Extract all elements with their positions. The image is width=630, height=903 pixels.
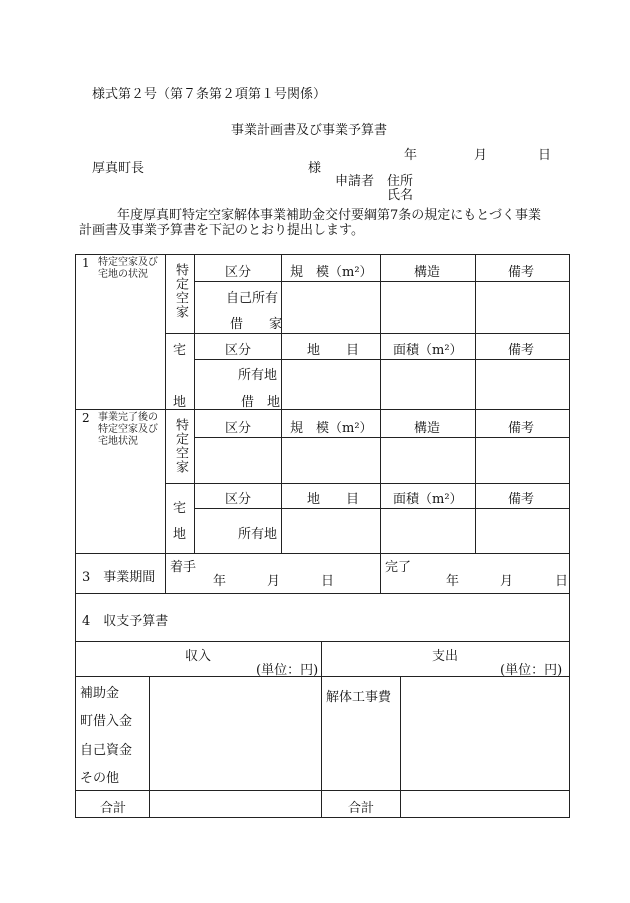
- end-day: 日: [555, 574, 569, 589]
- honorific: 様: [308, 161, 322, 176]
- body-paragraph: 年度厚真町特定空家解体事業補助金交付要綱第7条の規定にもとづく事業計画書及事業予算書を下記のとおり提出します。: [79, 208, 542, 238]
- s2-land-row-own: 所有地: [238, 527, 278, 542]
- s2-land-label-top: 宅: [173, 501, 187, 516]
- s2-house-header-kubun: 区分: [225, 421, 252, 436]
- end-year: 年: [446, 574, 460, 589]
- start-year: 年: [213, 574, 227, 589]
- s1-land-row-rent: 借 地: [241, 395, 281, 410]
- section2-house-label: 特定空家: [173, 418, 188, 474]
- applicant-name-label: 氏名: [387, 188, 414, 203]
- income-item-subsidy: 補助金: [80, 686, 120, 701]
- s1-land-row-own: 所有地: [238, 368, 278, 383]
- applicant-address-label: 住所: [387, 174, 414, 189]
- start-day: 日: [321, 574, 335, 589]
- s1-house-row-own: 自己所有: [226, 291, 279, 306]
- expense-total-label: 合計: [348, 801, 375, 816]
- s2-land-label-bottom: 地: [173, 527, 187, 542]
- s2-house-header-biko: 備考: [508, 421, 535, 436]
- applicant-label: 申請者: [335, 174, 375, 189]
- end-month: 月: [500, 574, 514, 589]
- section1-number: 1: [82, 256, 90, 270]
- end-label: 完了: [385, 560, 412, 575]
- s1-land-header-menseki: 面積（m²）: [393, 343, 463, 358]
- s1-house-header-kibo: 規 模（m²）: [290, 265, 373, 280]
- s1-land-header-kubun: 区分: [225, 343, 252, 358]
- s2-land-header-kubun: 区分: [225, 492, 252, 507]
- s1-land-label-top: 宅: [173, 343, 187, 358]
- income-item-other: その他: [80, 771, 120, 786]
- s1-land-label-bottom: 地: [173, 395, 187, 410]
- section4-heading: 4 収支予算書: [82, 614, 169, 629]
- s2-house-header-kibo: 規 模（m²）: [290, 421, 373, 436]
- section1-house-label: 特定空家: [173, 263, 188, 319]
- expense-heading: 支出: [432, 649, 459, 664]
- s2-land-header-menseki: 面積（m²）: [393, 492, 463, 507]
- s1-house-row-rent: 借 家: [230, 317, 283, 332]
- income-heading: 収入: [185, 649, 212, 664]
- s1-house-header-kubun: 区分: [225, 265, 252, 280]
- income-total-label: 合計: [100, 801, 127, 816]
- s1-house-header-biko: 備考: [508, 265, 535, 280]
- section3-heading: 3 事業期間: [82, 570, 156, 585]
- date-year: 年: [404, 148, 418, 163]
- addressee: 厚真町長: [92, 161, 145, 176]
- s2-house-header-kozo: 構造: [414, 421, 441, 436]
- s2-land-header-chimoku: 地 目: [307, 492, 360, 507]
- expense-unit: (単位：円): [500, 663, 563, 678]
- date-day: 日: [538, 148, 552, 163]
- section2-heading: 事業完了後の特定空家及び宅地状況: [98, 412, 158, 447]
- income-item-town-loan: 町借入金: [80, 714, 133, 729]
- income-item-own-funds: 自己資金: [80, 743, 133, 758]
- expense-item-demolition: 解体工事費: [326, 690, 392, 705]
- income-unit: (単位：円): [256, 663, 319, 678]
- s1-house-header-kozo: 構造: [414, 265, 441, 280]
- s1-land-header-biko: 備考: [508, 343, 535, 358]
- s2-land-header-biko: 備考: [508, 492, 535, 507]
- section1-heading: 特定空家及び宅地の状況: [98, 257, 158, 280]
- start-month: 月: [267, 574, 281, 589]
- document-title: 事業計画書及び事業予算書: [231, 123, 388, 138]
- section2-number: 2: [82, 411, 90, 425]
- s1-land-header-chimoku: 地 目: [307, 343, 360, 358]
- start-label: 着手: [170, 560, 197, 575]
- date-month: 月: [474, 148, 488, 163]
- form-number: 様式第２号（第７条第２項第１号関係）: [92, 87, 327, 102]
